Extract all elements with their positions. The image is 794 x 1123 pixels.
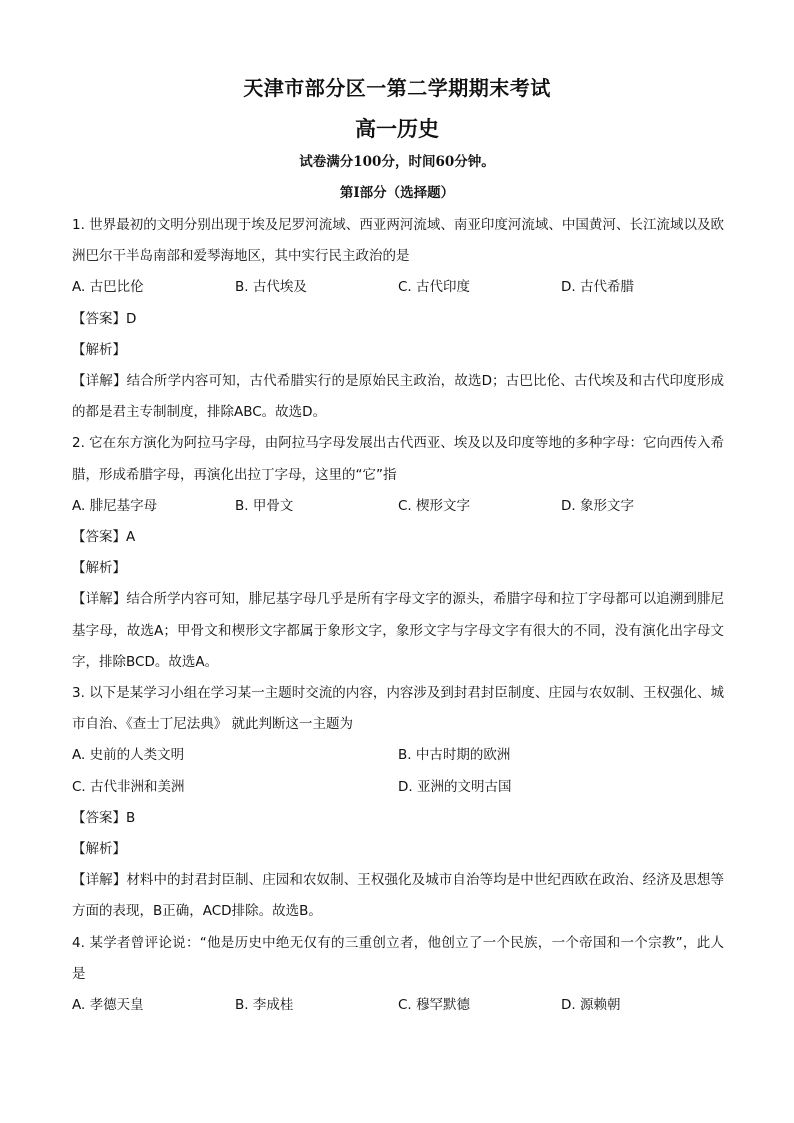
option-d: D. 古代希腊 <box>561 279 634 296</box>
option-b: B. 中古时期的欧洲 <box>398 747 511 764</box>
option-c: C. 楔形文字 <box>398 497 471 514</box>
option-a: A. 腓尼基字母 <box>72 497 158 514</box>
question-list <box>72 210 724 1021</box>
option-c: C. 穆罕默德 <box>398 996 471 1013</box>
question-3-options-row2 <box>72 772 724 803</box>
answer-label: 【答案】 <box>72 809 126 826</box>
option-c: C. 古代印度 <box>398 279 471 296</box>
answer-label: 【答案】 <box>72 310 126 327</box>
question-3-answer <box>72 803 724 834</box>
answer-label: 【答案】 <box>72 528 126 545</box>
section-heading: 第Ⅰ部分（选择题） <box>339 185 455 201</box>
option-a: A. 史前的人类文明 <box>72 747 185 764</box>
option-b: B. 李成桂 <box>235 996 294 1013</box>
option-b: B. 古代埃及 <box>235 279 307 296</box>
detail-label: 【详解】 <box>72 872 127 889</box>
option-b: B. 甲骨文 <box>235 497 294 514</box>
exam-subject: 高一历史 <box>355 116 439 141</box>
option-a: A. 古巴比伦 <box>72 279 144 296</box>
exam-title: 天津市部分区一第二学期期末考试 <box>243 76 551 100</box>
detail-text: 结合所学内容可知，古代希腊实行的是原始民主政治，故选D；古巴比伦、古代埃及和古代印度形成的都是君主专制制度，排除ABC。故选D。 <box>72 372 724 421</box>
option-a: A. 孝德天皇 <box>72 996 144 1013</box>
analysis-label: 【解析】 <box>72 560 126 577</box>
detail-text: 结合所学内容可知，腓尼基字母几乎是所有字母文字的源头，希腊字母和拉丁字母都可以追溯到腓尼基字母，故选A；甲骨文和楔形文字都属于象形文字，象形文字与字母文字有很大的不同，没有演化出字母文字，排除BCD。故选A。 <box>72 591 725 670</box>
option-d: D. 源赖朝 <box>561 996 621 1013</box>
question-1-answer <box>72 304 724 335</box>
detail-label: 【详解】 <box>72 591 127 608</box>
question-1-stem: 1. 世界最初的文明分别出现于埃及尼罗河流域、西亚两河流域、南亚印度河流域、中国黄河、长江流域以及欧洲巴尔干半岛南部和爱琴海地区，其中实行民主政治的是 <box>72 217 724 265</box>
answer-value: D <box>126 310 137 327</box>
analysis-label: 【解析】 <box>72 840 126 857</box>
question-4-options <box>72 990 724 1021</box>
option-c: C. 古代非洲和美洲 <box>72 778 185 795</box>
question-1-detail <box>72 366 724 428</box>
question-1-options <box>72 272 724 303</box>
question-2-stem: 2. 它在东方演化为阿拉马字母，由阿拉马字母发展出古代西亚、埃及以及印度等地的多种字母：它向西传入希腊，形成希腊字母，再演化出拉丁字母，这里的“它”指 <box>72 435 724 483</box>
question-3-detail <box>72 865 724 927</box>
exam-note: 试卷满分100分，时间60分钟。 <box>299 154 495 170</box>
question-4-stem: 4. 某学者曾评论说：“他是历史中绝无仅有的三重创立者，他创立了一个民族，一个帝国和一个宗教”，此人是 <box>72 934 724 982</box>
question-3-options-row1 <box>72 740 724 771</box>
question-2-detail <box>72 584 724 678</box>
question-2-answer <box>72 522 724 553</box>
question-2-options <box>72 491 724 522</box>
question-3-stem: 3. 以下是某学习小组在学习某一主题时交流的内容，内容涉及到封君封臣制度、庄园与农奴制、王权强化、城市自治、《查士丁尼法典》 就此判断这一主题为 <box>72 684 724 733</box>
analysis-label: 【解析】 <box>72 341 126 358</box>
detail-text: 材料中的封君封臣制、庄园和农奴制、王权强化及城市自治等均是中世纪西欧在政治、经济及思想等方面的表现，B正确，ACD排除。故选B。 <box>72 872 725 920</box>
option-d: D. 象形文字 <box>561 497 634 514</box>
answer-value: A <box>126 528 136 545</box>
answer-value: B <box>126 809 136 826</box>
detail-label: 【详解】 <box>72 372 127 389</box>
option-d: D. 亚洲的文明古国 <box>398 778 512 795</box>
